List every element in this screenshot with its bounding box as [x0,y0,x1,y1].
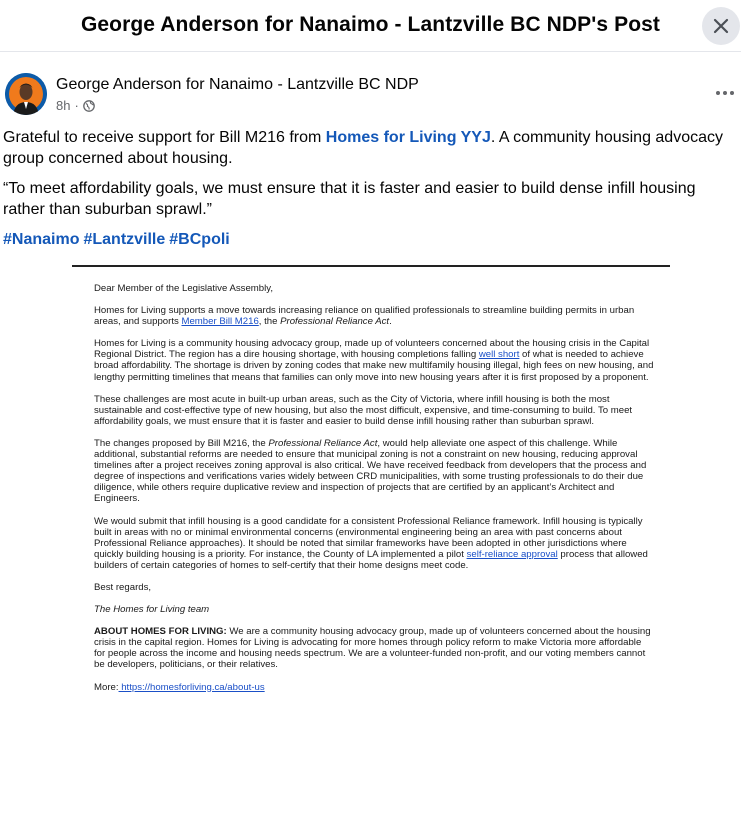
letter-salutation: Dear Member of the Legislative Assembly, [94,283,273,294]
letter-closing: Best regards, [94,581,152,593]
close-button[interactable] [702,7,740,45]
letter-paragraph-1: Homes for Living supports a move towards increasing reliance on qualified professionals to streamline building permits in urban areas, and supports Member Bill M216, the Professional Reliance Act. [94,305,635,328]
about-us-link: https://homesforliving.ca/about-us [118,681,265,693]
avatar-portrait-icon [5,73,47,115]
member-bill-link: Member Bill M216 [181,316,259,328]
post-time[interactable]: 8h [56,98,71,113]
hashtag-bcpoli[interactable]: #BCpoli [169,231,230,248]
hashtag-nanaimo[interactable]: #Nanaimo [3,231,80,248]
post-author-row [0,66,741,122]
letter-paragraph-3: These challenges are most acute in built-up urban areas, such as the City of Victoria, where infill housing is both the most sustainable and cost-effective type of new housing, but also the most difficult, expensive, and time-consuming to build. To meet affordability goals, we must ensure that it is faster and easier to build dense infill housing rather than suburban sprawl. [94,393,633,427]
post-paragraph-1: Grateful to receive support for Bill M216 from Homes for Living YYJ. A community housing advocacy group concerned about housing. [3,129,723,167]
hashtag-lantzville[interactable]: #Lantzville [83,231,166,248]
more-options-button[interactable] [712,80,738,106]
letter-image[interactable] [72,265,670,816]
well-short-link: well short [478,349,520,361]
dialog-header [0,0,741,52]
letter-paragraph-5: We would submit that infill housing is a good candidate for a consistent Professional Reliance framework. Infill housing is typically built in areas with no or minimal environmental concerns (environmental engineering being an area with past concerns about Professional Reliance approaches). It should be noted that similar frameworks have been adopted in other jurisdictions where quickly building housing is a priority. For instance, the County of LA implemented a pilot self-reliance approval process that allowed builders of certain categories of homes to self-certify that their home designs meet code. [94,515,648,571]
globe-icon [83,100,95,112]
self-reliance-link: self-reliance approval [466,548,558,560]
post-paragraph-2: “To meet affordability goals, we must ensure that it is faster and easier to build dense infill housing rather than suburban sprawl.” [3,180,696,218]
post-meta [56,98,95,113]
avatar[interactable] [5,73,47,115]
letter-paragraph-4: The changes proposed by Bill M216, the Professional Reliance Act, would help alleviate one aspect of this challenge. While additional, substantial reforms are needed to ensure that municipal zoning is not a constraint on new housing, reducing approval timelines after a project receives zoning approval is also critical. We have received feedback from developers that the process and degree of inspections and verifications varies widely between CRD municipalities, with some trusting professionals to do their due diligence, while others require duplicative review and inspection of projects that are certified by an applicant’s Architect and Engineers. [94,437,647,505]
dialog-title: George Anderson for Nanaimo - Lantzville BC NDP's Post [80,13,661,36]
letter-about: ABOUT HOMES FOR LIVING: We are a community housing advocacy group, made up of volunteers concerned about the housing crisis in the capital region. Homes for Living is advocating for more homes through policy reform to make Victoria more affordable for people across the income and housing needs spectrum. We are a volunteer-funded non-profit, and our voting members cannot be developers, politicians, or their relatives. [94,626,651,671]
meta-separator: · [74,98,79,113]
author-name[interactable]: George Anderson for Nanaimo - Lantzville BC NDP [56,76,419,93]
more-dots-icon [715,90,735,96]
letter-signature: The Homes for Living team [94,604,210,616]
homes-for-living-link[interactable]: Homes for Living YYJ [325,129,491,146]
letter-paragraph-2: Homes for Living is a community housing advocacy group, made up of volunteers concerned about the housing crisis in the Capital Regional District. The region has a dire housing shortage, with housing completions falling well short of what is needed to achieve broad affordability. The shortage is driven by zoning codes that make new multifamily housing illegal, high fees on new housing, and lengthy permitting timelines that means that families can only move into new housing years after it is first proposed by a proponent. [94,338,654,383]
post-body [3,127,739,259]
letter-more: More: https://homesforliving.ca/about-us [94,681,265,693]
hashtags [3,229,739,250]
close-icon [713,18,729,34]
letter-body [94,283,654,704]
